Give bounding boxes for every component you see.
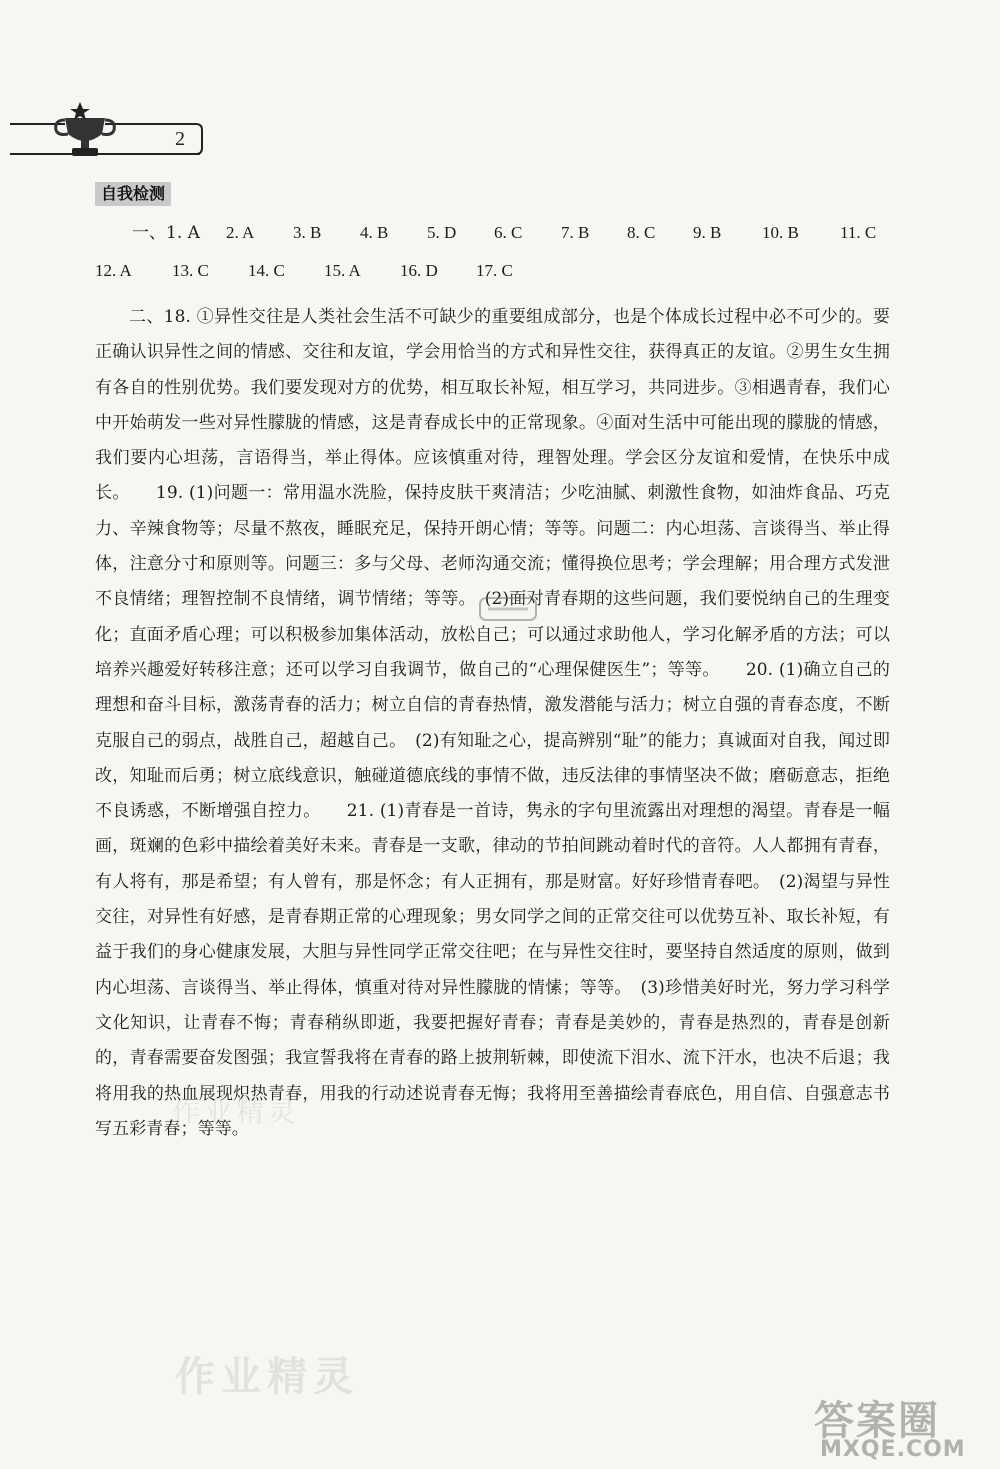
watermark-text: 作业精灵: [172, 1095, 301, 1128]
answer-item: 12. A: [95, 261, 132, 280]
answer-item: 2. A: [226, 223, 255, 242]
watermark-text: 作业精灵: [175, 1354, 359, 1400]
answer-item: 9. B: [693, 223, 722, 242]
logo-text: 答案圈: [814, 1398, 940, 1444]
answer-item: 6. C: [494, 223, 523, 242]
answer-item: 4. B: [360, 223, 389, 242]
answer-item: 13. C: [172, 261, 209, 280]
answer-paragraph: 二、18. ①异性交往是人类社会生活不可缺少的重要组成部分，也是个体成长过程中必不可少的。要正确认识异性之间的情感、交往和友谊，学会用恰当的方式和异性交往，获得真正的友谊。②男生女生拥有各自的性别优势。我们要发现对方的优势，相互取长补短，相互学习，共同进步。③相遇青春，我们心中开始萌发一些对异性朦胧的情感，这是青春成长中的正常现象。④面对生活中可能出现的朦胧的情感，我们要内心坦荡，言语得当，举止得体。应该慎重对待，理智处理。学会区分友谊和爱情，在快乐中成长。 19. (1)问题一：常用温水洗脸，保持皮肤干爽清洁；少吃油腻、刺激性食物，如油炸食品、巧克力、辛辣食物等；尽量不熬夜，睡眠充足，保持开朗心情；等等。问题二：内心坦荡、言谈得当、举止得体，注意分寸和原则等。问题三：多与父母、老师沟通交流；懂得换位思考；学会理解；用合理方式发泄不良情绪；理智控制不良情绪，调节情绪；等等。 (2)面对青春期的这些问题，我们要悦纳自己的生理变化；直面矛盾心理；可以积极参加集体活动，放松自己；可以通过求助他人，学习化解矛盾的方法；可以培养兴趣爱好转移注意；还可以学习自我调节，做自己的“心理保健医生”；等等。 20. (1)确立自己的理想和奋斗目标，激荡青春的活力；树立自信的青春热情，激发潜能与活力；树立自强的青春态度，不断克服自己的弱点，战胜自己，超越自己。 (2)有知耻之心，提高辨别“耻”的能力；真诚面对自我，闻过即改，知耻而后勇；树立底线意识，触碰道德底线的事情不做，违反法律的事情坚决不做；磨砺意志，拒绝不良诱惑，不断增强自控力。 21. (1)青春是一首诗，隽永的字句里流露出对理想的渴望。青春是一幅画，斑斓的色彩中描绘着美好未来。青春是一支歌，律动的节拍间跳动着时代的音符。人人都拥有青春，有人将有，那是希望；有人曾有，那是怀念；有人正拥有，那是财富。好好珍惜青春吧。 (2)渴望与异性交往，对异性有好感，是青春期正常的心理现象；男女同学之间的正常交往可以优势互补、取长补短，有益于我们的身心健康发展，大胆与异性同学正常交往吧；在与异性交往时，要坚持自然适度的原则，做到内心坦荡、言谈得当、举止得体，慎重对待对异性朦胧的情愫；等等。 (3)珍惜美好时光，努力学习科学文化知识，让青春不悔；青春稍纵即逝，我要把握好青春；青春是美妙的，青春是热烈的，青春是创新的，青春需要奋发图强；我宣誓我将在青春的路上披荆斩棘，即使流下泪水、流下汗水，也决不后退；我将用我的热血展现炽热青春，用我的行动述说青春无悔；我将用至善描绘青春底色，用自信、自强意志书写五彩青春；等等。: [95, 307, 890, 1139]
answer-item: 5. D: [427, 223, 457, 242]
answer-item: 一、1. A: [132, 223, 200, 243]
answer-item: 11. C: [840, 223, 877, 242]
page-number: 2: [175, 128, 185, 150]
answer-body: [95, 300, 890, 1147]
page-header: [10, 98, 210, 162]
answer-item: 14. C: [248, 261, 285, 280]
answer-item: 16. D: [400, 261, 438, 280]
logo-url: MXQE.COM: [820, 1437, 966, 1462]
site-logo: [808, 1385, 993, 1465]
answer-item: 17. C: [476, 261, 513, 280]
answer-item: 8. C: [627, 223, 656, 242]
answer-item: 15. A: [324, 261, 361, 280]
answer-item: 7. B: [561, 223, 590, 242]
section-title: 自我检测: [95, 182, 171, 206]
answer-item: 3. B: [293, 223, 322, 242]
stamp-mark: [478, 596, 538, 622]
answer-item: 10. B: [762, 223, 799, 242]
